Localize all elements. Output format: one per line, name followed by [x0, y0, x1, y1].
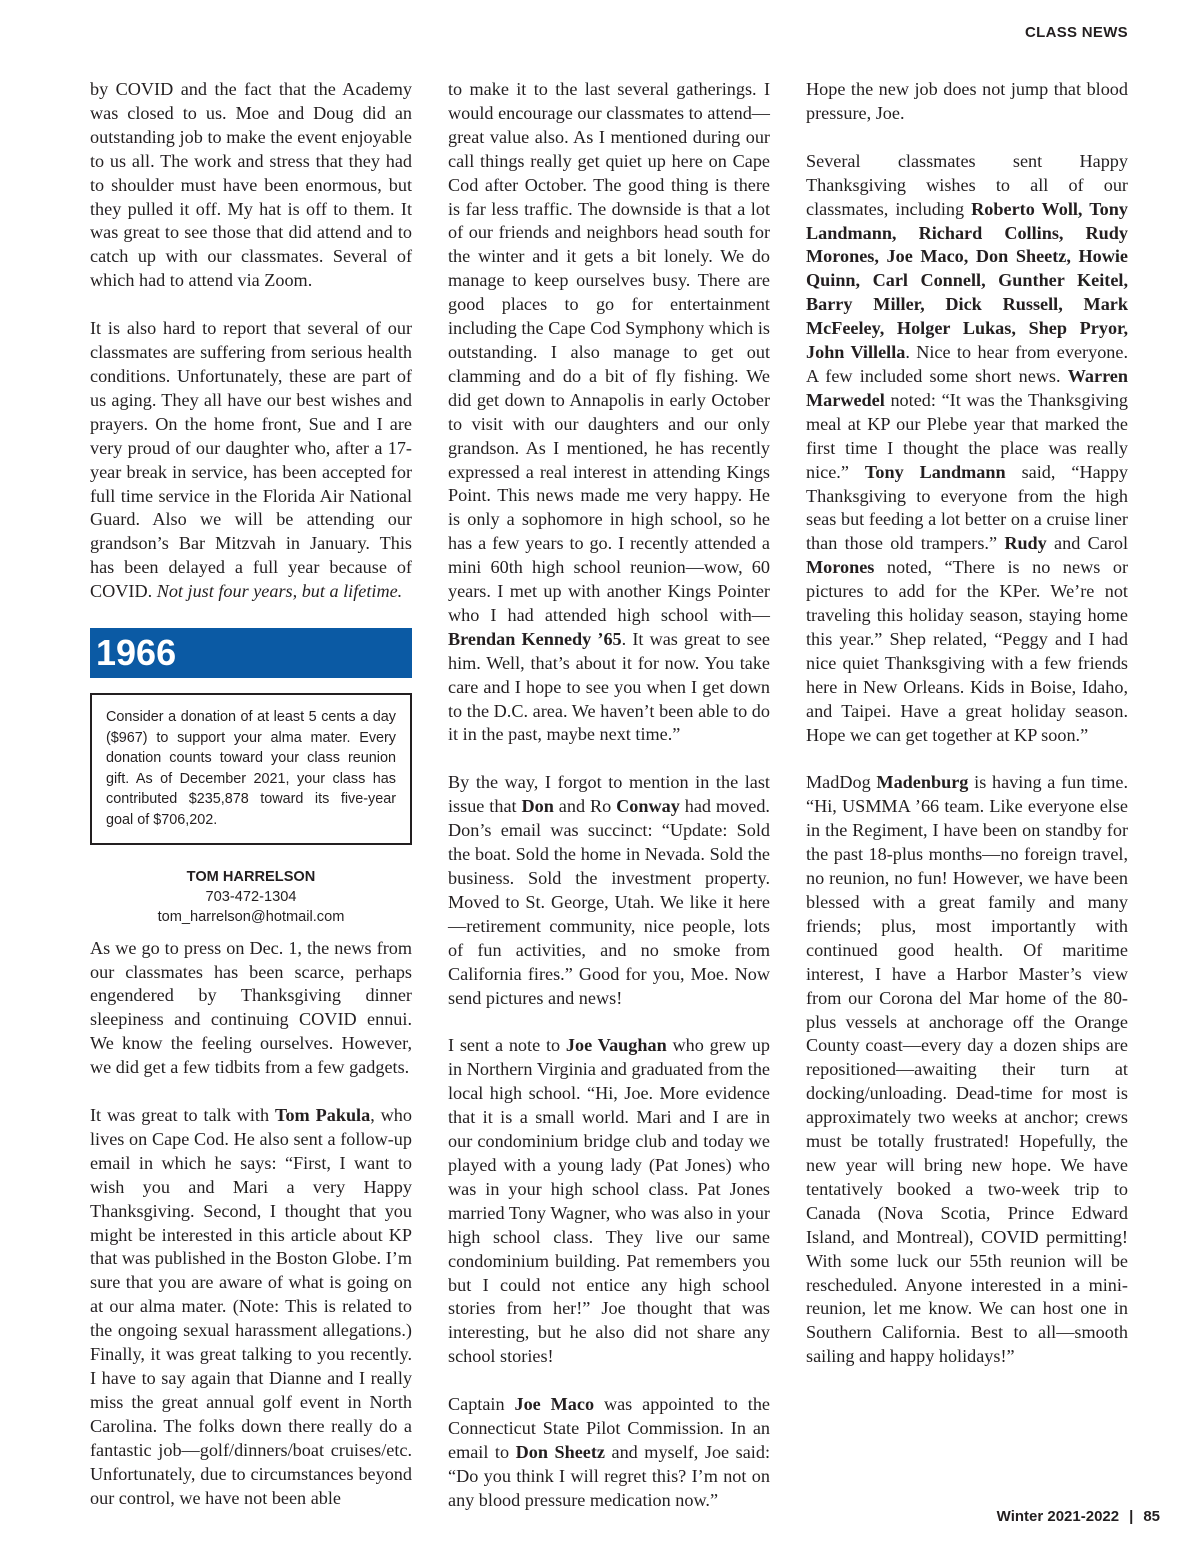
text-run: is having a fun time. “Hi, USMMA ’66 team. Like everyone else in the Regiment, I have been on standby for the past 18-plus months—no foreign travel, no reunion, no fun! However, we have been blessed with a great family and many friends; plus, most importantly with continued good health. Of maritime interest, I have a Harbor Master’s view from our Corona del Mar home of the 80-plus vessels at anchorage off the Orange County coast—every day a dozen ships are repositioned—awaiting their turn at docking/unloading. Dead-time for most is approximately two weeks at anchor; crews must be totally frustrated! Hopefully, the new year will bring new hope. We have tentatively booked a two-week trip to Canada (Nova Scotia, Prince Edward Island, and Montreal), COVID permitting! With some luck our 55th reunion will be rescheduled. Anyone interested in a mini-reunion, let me know. We can host one in Southern California. Best to all—smooth sailing and happy holidays!”	[806, 772, 1128, 1367]
text-run: noted: “It was the Thanksgiving meal at KP our Plebe year that marked the first time I thought the place was really nice.”	[806, 389, 1128, 482]
classmate-name: Morones	[806, 557, 875, 578]
text-run: It was great to talk with	[90, 1105, 275, 1126]
text-run: noted, “There is no news or pictures to add for the KPer. We’re not traveling this holiday season, staying home this year.” Shep related, “Peggy and I had nice quiet Thanksgiving with a few friends here in New Orleans. Kids in Boise, Idaho, and Taipei. Have a great holiday season. Hope we can get together at KP soon.”	[806, 557, 1128, 745]
correspondent-name: TOM HARRELSON	[186, 868, 316, 885]
correspondent-phone: 703-472-1304	[205, 888, 297, 905]
section-header: CLASS NEWS	[1024, 24, 1128, 41]
text-run: said, “Happy Thanksgiving to everyone from the high seas but feeding a lot better on a cruise liner than those old trampers.”	[806, 461, 1128, 554]
text-run: I sent a note to	[448, 1035, 566, 1056]
paragraph	[90, 317, 412, 604]
paragraph	[90, 1104, 412, 1510]
text-run: had moved. Don’s email was succinct: “Update: Sold the boat. Sold the home in Nevada. Sold the business. Sold the investment property. Moved to St. George, Utah. We like it here—retirement community, nice people, lots of fun activities, and no smoke from California fires.” Good for you, Moe. Now send pictures and news!	[448, 796, 770, 1008]
paragraph: by COVID and the fact that the Academy was closed to us. Moe and Doug did an outstanding job to make the event enjoyable to us all. The work and stress that they had to shoulder must have been enormous, but they pulled it off. My hat is off to them. It was great to see those that did attend and to catch up with our classmates. Several of which had to attend via Zoom.	[90, 79, 412, 291]
page-number: 85	[1143, 1508, 1160, 1525]
classmate-names-list: Roberto Woll, Tony Landmann, Richard Collins, Rudy Morones, Joe Maco, Don Sheetz, Howie Quinn, Carl Connell, Gunther Keitel, Barry Miller, Dick Russell, Mark McFeeley, Holger Lukas, Shep Pryor, John Villella	[806, 198, 1128, 363]
text-run: and Ro	[553, 796, 617, 817]
classmate-name: Tony Landmann	[864, 461, 1006, 482]
classmate-name: Brendan Kennedy ’65	[448, 628, 622, 649]
text-run: , who lives on Cape Cod. He also sent a follow-up email in which he says: “First, I want to wish you and Mari a very Happy Thanksgiving. Second, I thought that you might be interested in this article about KP that was published in the Boston Globe. I’m sure that you are aware of what is going on at our alma mater. (Note: This is related to the ongoing sexual harassment allegations.) Finally, it was great talking to you recently. I have to say again that Dianne and I really miss the great annual golf event in North Carolina. The folks down there really do a fantastic job—golf/dinners/boat cruises/etc. Unfortunately, due to circumstances beyond our control, we have not been able	[90, 1105, 412, 1508]
closing-motto: Not just four years, but a lifetime.	[156, 581, 403, 602]
text-run: to make it to the last several gatherings. I would encourage our classmates to attend—great value also. As I mentioned during our call things really get quiet up here on Cape Cod after October. The good thing is there is far less traffic. The downside is that a lot of our friends and neighbors head south for the winter and it gets a bit lonely. We do manage to keep ourselves busy. There are good places to go for entertainment including the Cape Cod Symphony which is outstanding. I also manage to get out clamming and do a bit of fly fishing. We did get down to Annapolis in early October to visit with our daughters and our only grandson. As I mentioned, he has recently expressed a real interest in attending Kings Point. This news made me very happy. He is only a sophomore in high school, so he has a few years to go. I recently attended a mini 60th high school reunion—wow, 60 years. I met up with another Kings Pointer who I had attended high school with—	[448, 79, 770, 625]
classmate-name: Joe Vaughan	[565, 1035, 667, 1056]
paragraph	[448, 78, 770, 747]
classmate-name: Don	[521, 796, 554, 817]
class-year-heading: 1966	[90, 628, 412, 678]
footer-separator: |	[1129, 1508, 1134, 1525]
classmate-name: Tom Pakula	[275, 1105, 371, 1126]
article-column-1	[90, 78, 412, 1510]
classmate-name: Joe Maco	[514, 1394, 595, 1415]
correspondent-email: tom_harrelson@hotmail.com	[157, 908, 345, 925]
text-run: . It was great to see him. Well, that’s about it for now. You take care and I hope to see you when I get down to the D.C. area. We haven’t been able to do it in the past, maybe next time.”	[448, 628, 770, 745]
paragraph: Hope the new job does not jump that blood pressure, Joe.	[806, 79, 1128, 123]
paragraph-text: It is also hard to report that several of our classmates are suffering from serious health conditions. Unfortunately, these are part of us aging. They all have our best wishes and prayers. On the home front, Sue and I are very proud of our daughter who, after a 17-year break in service, has been accepted for full time service in the Florida Air National Guard. Also we will be attending our grandson’s Bar Mitzvah in January. This has been delayed a full year because of COVID.	[90, 318, 412, 602]
paragraph	[448, 1393, 770, 1513]
text-run: was appointed to the Connecticut State Pilot Commission. In an email to	[448, 1394, 771, 1462]
text-run: MadDog	[806, 772, 877, 793]
text-run: and myself, Joe said: “Do you think I will regret this? I’m not on any blood pressure medication now.”	[448, 1441, 770, 1510]
text-run: Captain	[448, 1394, 515, 1415]
text-run: . Nice to hear from everyone. A few included some short news.	[806, 342, 1128, 386]
classmate-name: Madenburg	[876, 772, 969, 793]
classmate-name: Conway	[616, 796, 680, 817]
paragraph	[448, 771, 770, 1010]
text-run: who grew up in Northern Virginia and graduated from the local high school. “Hi, Joe. More evidence that it is a small world. Mari and I are in our condominium bridge club and today we played with a young lady (Pat Jones) who was in your high school class. Pat Jones married Tony Wagner, who was also in your high school class. They live our same condominium building. Pat remembers you but I could not entice any high school stories from her!” Joe thought that was interesting, but he also did not share any school stories!	[448, 1035, 770, 1367]
donation-callout: Consider a donation of at least 5 cents a day ($967) to support your alma mater. Every donation counts toward your class reunion gift. As of December 2021, your class has contributed $235,878 toward its five-year goal of $706,202.	[90, 693, 412, 845]
issue-label: Winter 2021-2022	[996, 1508, 1120, 1525]
classmate-name: Warren Marwedel	[806, 365, 1128, 410]
article-column-2	[448, 78, 770, 1513]
text-run: and Carol	[1046, 533, 1129, 554]
text-run: By the way, I forgot to mention in the last issue that	[448, 772, 770, 817]
classmate-name: Rudy	[1004, 533, 1047, 554]
paragraph	[806, 150, 1128, 748]
class-correspondent	[90, 867, 412, 927]
classmate-name: Don Sheetz	[515, 1441, 605, 1462]
paragraph	[448, 1034, 770, 1369]
article-column-3	[806, 78, 1128, 1369]
paragraph: As we go to press on Dec. 1, the news from our classmates has been scarce, perhaps engendered by Thanksgiving dinner sleepiness and continuing COVID ennui. We know the feeling ourselves. However, we did get a few tidbits from a few gadgets.	[90, 937, 412, 1078]
paragraph	[806, 771, 1128, 1369]
page-footer	[997, 1508, 1160, 1525]
text-run: Several classmates sent Happy Thanksgiving wishes to all of our classmates, including	[806, 150, 1128, 219]
